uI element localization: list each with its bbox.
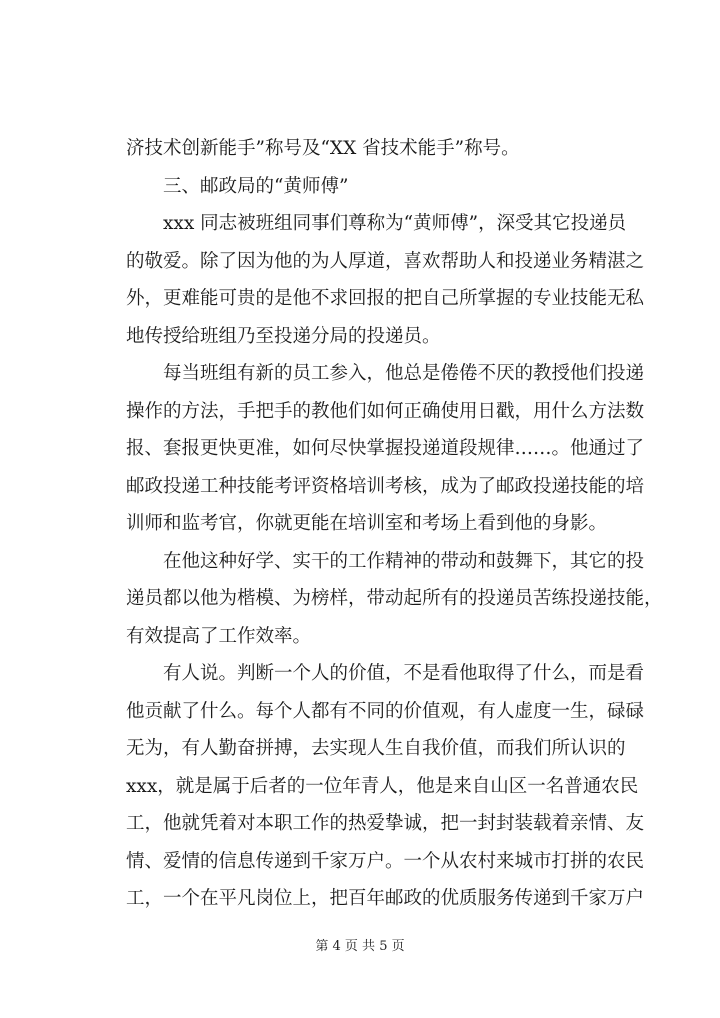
- paragraph-line: 济技术创新能手”称号及“XX 省技术能手”称号。: [126, 138, 520, 159]
- paragraph-line: 的敬爱。除了因为他的为人厚道，喜欢帮助人和投递业务精湛之: [126, 250, 645, 272]
- paragraph-line: 情、爱情的信息传递到千家万户。一个从农村来城市打拼的农民: [126, 850, 645, 872]
- paragraph-line: 无为，有人勤奋拼搏，去实现人生自我价值，而我们所认识的: [126, 738, 626, 759]
- paragraph-line: 地传授给班组乃至投递分局的投递员。: [126, 325, 441, 347]
- paragraph-line: 操作的方法，手把手的教他们如何正确使用日戳，用什么方法数: [126, 400, 645, 422]
- paragraph-line: 他贡献了什么。每个人都有不同的价值观，有人虚度一生，碌碌: [126, 700, 645, 722]
- paragraph-line: 外，更难能可贵的是他不求回报的把自己所掌握的专业技能无私: [126, 288, 645, 309]
- paragraph-line: 递员都以他为楷模、为榜样，带动起所有的投递员苦练投递技能，: [126, 588, 663, 609]
- paragraph-line: xxx，就是属于后者的一位年青人，他是来自山区一名普通农民: [126, 775, 639, 797]
- paragraph-line: 工，一个在平凡岗位上，把百年邮政的优质服务传递到千家万户: [126, 888, 645, 909]
- paragraph-line: 每当班组有新的员工参入，他总是倦倦不厌的教授他们投递: [163, 363, 645, 384]
- paragraph-line: 在他这种好学、实干的工作精神的带动和鼓舞下，其它的投: [163, 550, 645, 572]
- paragraph-line: 有效提高了工作效率。: [126, 625, 312, 647]
- paragraph-line: 工，他就凭着对本职工作的热爱挚诚，把一封封装载着亲情、友: [126, 813, 645, 834]
- paragraph-line: xxx 同志被班组同事们尊称为“黄师傅”，深受其它投递员: [163, 213, 627, 234]
- paragraph-line: 有人说。判断一个人的价值，不是看他取得了什么，而是看: [163, 663, 645, 684]
- paragraph-line: 报、套报更快更准，如何尽快掌握投递道段规律……。他通过了: [126, 438, 645, 459]
- section-heading: 三、邮政局的“黄师傅”: [163, 175, 349, 197]
- paragraph-line: 邮政投递工种技能考评资格培训考核，成为了邮政投递技能的培: [126, 475, 645, 497]
- paragraph-line: 训师和监考官，你就更能在培训室和考场上看到他的身影。: [126, 513, 608, 534]
- page-footer: 第 4 页 共 5 页: [315, 939, 405, 954]
- document-body: [126, 130, 663, 918]
